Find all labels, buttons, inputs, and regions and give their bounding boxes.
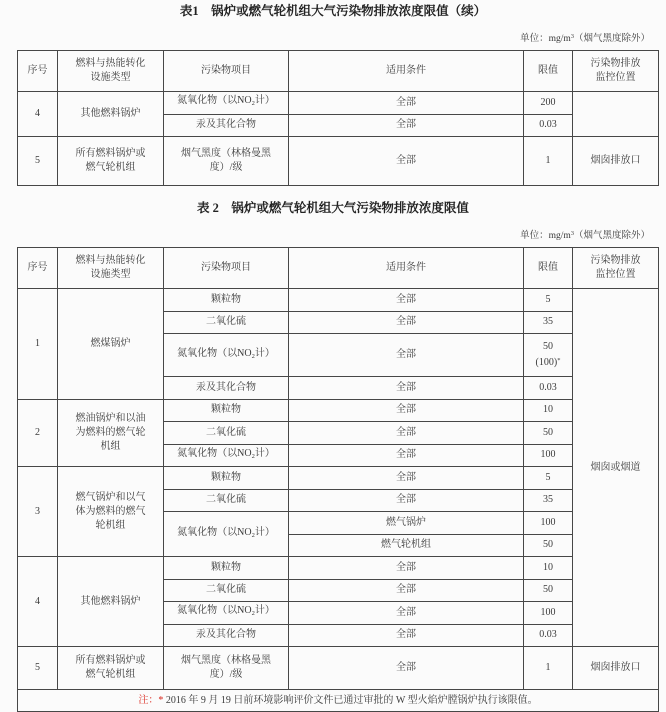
unit-superscript: 3 — [570, 230, 574, 237]
pollutant-cell — [164, 137, 289, 186]
limit-cell: 50 — [524, 534, 573, 557]
limit-cell: 1 — [524, 647, 573, 690]
table2-title: 表 2 锅炉或燃气轮机组大气污染物排放浓度限值 — [197, 201, 469, 215]
limit-cell: 100 — [524, 602, 573, 625]
nox-subscript: 2 — [251, 352, 255, 360]
limit-cell: 0.03 — [524, 114, 573, 137]
table1-unit-note — [0, 30, 650, 46]
unit-suffix: （烟气黑度除外） — [573, 34, 650, 44]
monitor-cell-empty — [573, 92, 659, 137]
facility-type-line1: 燃气锅炉和以气 — [75, 491, 146, 503]
nox-subscript: 2 — [251, 531, 255, 539]
facility-type-cell — [58, 647, 164, 690]
facility-type-cell: 燃煤锅炉 — [58, 289, 164, 400]
facility-type-line2: 燃气轮机组 — [85, 162, 136, 173]
condition-cell: 全部 — [289, 647, 524, 690]
header-monitor-line1: 污染物排放 — [590, 255, 641, 266]
header-facility-type — [58, 248, 164, 289]
header-monitor-line2: 监控位置 — [595, 269, 636, 280]
header-monitor-line1: 污染物排放 — [590, 58, 641, 69]
pollutant-cell: 二氧化硫 — [164, 422, 289, 445]
condition-cell: 燃气轮机组 — [289, 534, 524, 557]
limit-cell: 100 — [524, 444, 573, 467]
header-limit: 限值 — [524, 248, 573, 289]
header-no: 序号 — [18, 248, 58, 289]
nox-prefix: 氮氧化物（以NO — [177, 95, 252, 107]
header-condition: 适用条件 — [289, 248, 524, 289]
footnote-text: 2016 年 9 月 19 日前环境影响评价文件已通过审批的 W 型火焰炉膛锅炉执行该限值。 — [165, 694, 538, 706]
table1-row-5 — [18, 137, 659, 186]
condition-cell: 全部 — [289, 624, 524, 647]
limit-cell: 1 — [524, 137, 573, 186]
condition-cell: 全部 — [289, 579, 524, 602]
pollutant-cell: 二氧化硫 — [164, 579, 289, 602]
limit-cell: 50 — [524, 422, 573, 445]
facility-type-cell: 其他燃料锅炉 — [58, 557, 164, 647]
limit-cell: 5 — [524, 289, 573, 312]
limit-cell — [524, 334, 573, 377]
pollutant-cell: 二氧化硫 — [164, 311, 289, 334]
header-limit: 限值 — [524, 51, 573, 92]
nox-prefix: 氮氧化物（以NO — [177, 447, 252, 459]
row-number-cell: 5 — [18, 137, 58, 186]
condition-cell: 全部 — [289, 289, 524, 312]
pollutant-cell: 汞及其化合物 — [164, 377, 289, 400]
facility-type-line3: 机组 — [100, 440, 121, 452]
pollutant-cell: 汞及其化合物 — [164, 624, 289, 647]
nox-suffix: 计） — [254, 347, 275, 359]
header-no: 序号 — [18, 51, 58, 92]
table2-row-2a — [18, 399, 659, 422]
pollutant-cell — [164, 512, 289, 557]
header-pollutant: 污染物项目 — [164, 248, 289, 289]
header-monitor-line2: 监控位置 — [595, 72, 636, 83]
limit-line2 — [524, 354, 572, 370]
condition-cell: 全部 — [289, 114, 524, 137]
facility-type-line1: 燃油锅炉和以油 — [75, 412, 146, 424]
pollutant-cell — [164, 334, 289, 377]
monitor-cell: 烟囱排放口 — [573, 137, 659, 186]
facility-type-cell — [58, 399, 164, 467]
nox-suffix: 计） — [254, 447, 275, 459]
facility-type-cell: 其他燃料锅炉 — [58, 92, 164, 137]
header-facility-type-line1: 燃料与热能转化 — [75, 58, 146, 69]
header-facility-type — [58, 51, 164, 92]
pollutant-cell: 二氧化硫 — [164, 489, 289, 512]
limit-cell: 0.03 — [524, 624, 573, 647]
limit-cell: 10 — [524, 557, 573, 580]
facility-type-line2: 为燃料的燃气轮 — [75, 426, 146, 438]
facility-type-line3: 轮机组 — [95, 519, 126, 531]
condition-cell: 全部 — [289, 467, 524, 490]
limit-cell: 35 — [524, 311, 573, 334]
nox-suffix: 计） — [254, 526, 275, 538]
table2-row-4a — [18, 557, 659, 580]
pollutant-line2: 度）/级 — [209, 162, 243, 173]
header-facility-type-line1: 燃料与热能转化 — [75, 255, 146, 266]
condition-cell: 全部 — [289, 399, 524, 422]
pollutant-line2: 度）/级 — [209, 669, 243, 680]
facility-type-cell — [58, 137, 164, 186]
pollutant-cell: 颗粒物 — [164, 557, 289, 580]
table2-row-5 — [18, 647, 659, 690]
facility-type-line2: 燃气轮机组 — [85, 669, 136, 680]
unit-superscript: 3 — [570, 33, 574, 40]
limit-cell: 200 — [524, 92, 573, 115]
row-number-cell: 3 — [18, 467, 58, 557]
pollutant-cell: 颗粒物 — [164, 467, 289, 490]
footnote-label: 注： — [138, 694, 159, 706]
table2-note-row — [18, 690, 659, 712]
header-pollutant: 污染物项目 — [164, 51, 289, 92]
header-monitor — [573, 51, 659, 92]
pollutant-cell: 颗粒物 — [164, 289, 289, 312]
unit-suffix: （烟气黑度除外） — [573, 231, 650, 241]
facility-type-line1: 所有燃料锅炉或 — [75, 148, 146, 159]
limit-line1: 50 — [543, 341, 553, 352]
condition-cell: 全部 — [289, 602, 524, 625]
row-number-cell: 4 — [18, 557, 58, 647]
pollutant-line1: 烟气黑度（林格曼黑 — [181, 148, 271, 159]
footnote-asterisk: * — [158, 694, 166, 706]
table1-title: 表1 锅炉或燃气轮机组大气污染物排放浓度限值（续） — [179, 4, 487, 18]
nox-prefix: 氮氧化物（以NO — [177, 605, 252, 617]
condition-cell: 全部 — [289, 334, 524, 377]
row-number-cell: 1 — [18, 289, 58, 400]
table2-row-1a — [18, 289, 659, 312]
header-monitor — [573, 248, 659, 289]
table2-header-row — [18, 248, 659, 289]
nox-subscript: 2 — [251, 100, 255, 108]
table1-row-4a — [18, 92, 659, 115]
facility-type-line1: 所有燃料锅炉或 — [75, 655, 146, 666]
header-condition: 适用条件 — [289, 51, 524, 92]
pollutant-cell — [164, 647, 289, 690]
limit-cell: 0.03 — [524, 377, 573, 400]
monitor-cell: 烟囱排放口 — [573, 647, 659, 690]
condition-cell: 燃气锅炉 — [289, 512, 524, 535]
table2-row-3a — [18, 467, 659, 490]
facility-type-line2: 体为燃料的燃气 — [75, 505, 146, 517]
unit-prefix: 单位：mg/m — [520, 34, 571, 44]
pollutant-cell: 颗粒物 — [164, 399, 289, 422]
row-number-cell: 2 — [18, 399, 58, 467]
footnote — [18, 690, 659, 712]
limit-asterisk: * — [557, 357, 561, 364]
limit-cell: 100 — [524, 512, 573, 535]
header-facility-type-line2: 设施类型 — [90, 72, 131, 83]
limit-cell: 10 — [524, 399, 573, 422]
condition-cell: 全部 — [289, 311, 524, 334]
table2 — [17, 247, 659, 712]
condition-cell: 全部 — [289, 377, 524, 400]
table1-header-row — [18, 51, 659, 92]
condition-cell: 全部 — [289, 422, 524, 445]
pollutant-line1: 烟气黑度（林格曼黑 — [181, 655, 271, 666]
limit-line2-value: (100) — [535, 357, 558, 368]
facility-type-cell — [58, 467, 164, 557]
pollutant-cell — [164, 92, 289, 115]
pollutant-cell: 汞及其化合物 — [164, 114, 289, 137]
nox-prefix: 氮氧化物（以NO — [177, 526, 252, 538]
row-number-cell: 5 — [18, 647, 58, 690]
condition-cell: 全部 — [289, 444, 524, 467]
nox-suffix: 计） — [254, 605, 275, 617]
condition-cell: 全部 — [289, 489, 524, 512]
header-facility-type-line2: 设施类型 — [90, 269, 131, 280]
table2-unit-note — [0, 227, 650, 243]
pollutant-cell — [164, 444, 289, 467]
nox-subscript: 2 — [251, 610, 255, 618]
monitor-cell-merged: 烟囱或烟道 — [573, 289, 659, 647]
limit-cell: 5 — [524, 467, 573, 490]
condition-cell: 全部 — [289, 557, 524, 580]
condition-cell: 全部 — [289, 92, 524, 115]
unit-prefix: 单位：mg/m — [520, 231, 571, 241]
nox-prefix: 氮氧化物（以NO — [177, 347, 252, 359]
row-number-cell: 4 — [18, 92, 58, 137]
limit-cell: 35 — [524, 489, 573, 512]
limit-cell: 50 — [524, 579, 573, 602]
nox-subscript: 2 — [251, 452, 255, 460]
condition-cell: 全部 — [289, 137, 524, 186]
pollutant-cell — [164, 602, 289, 625]
table1 — [17, 50, 659, 186]
nox-suffix: 计） — [254, 95, 275, 107]
